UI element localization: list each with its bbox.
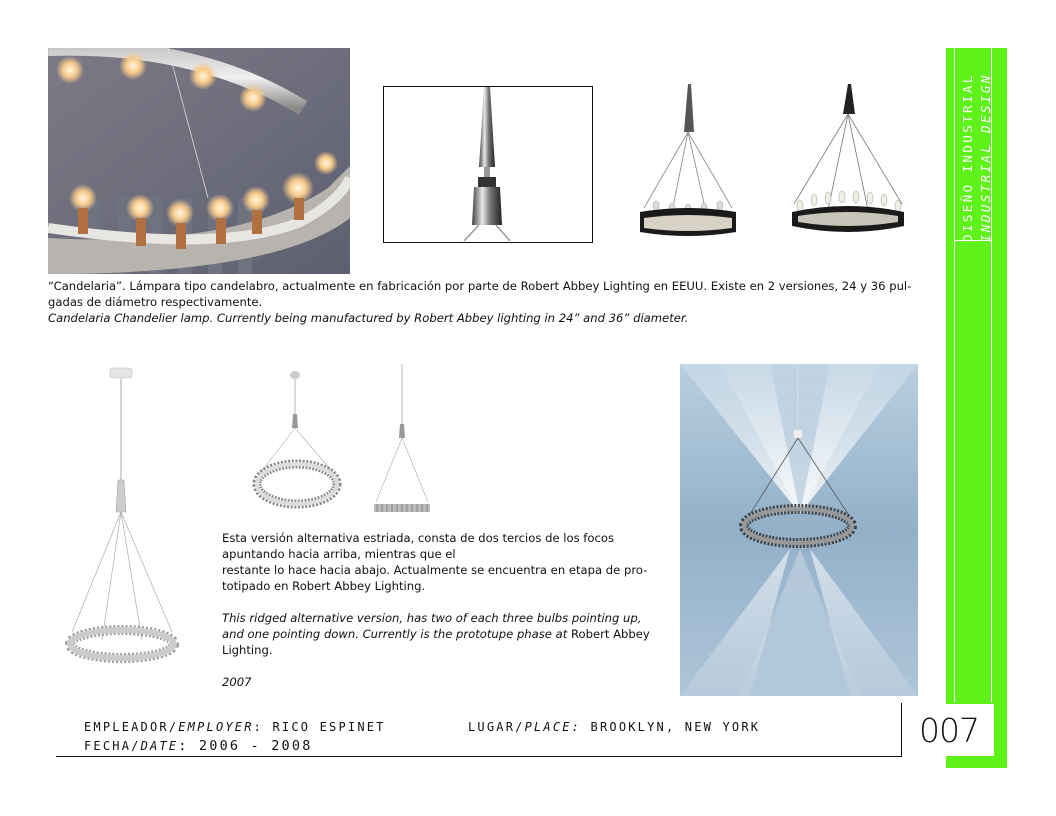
date-label-en: DATE xyxy=(140,739,179,753)
lit-chandelier-render xyxy=(680,364,918,696)
employer-label-es: EMPLEADOR/ xyxy=(84,720,179,734)
chandelier-render-small xyxy=(632,84,744,244)
date-label-es: FECHA/ xyxy=(84,739,141,753)
desc-spanish-line-2: apuntando hacia arriba, mientras que el xyxy=(222,547,456,561)
desc-spanish-line-3: restante lo hace hacia abajo. Actualmente se encuentra en etapa de pro- xyxy=(222,563,648,577)
place-label-es: LUGAR/ xyxy=(468,720,525,734)
sidebar-titles xyxy=(956,56,996,242)
page-number: 007 xyxy=(919,711,979,750)
employer-label-en: EMPLOYER xyxy=(178,720,254,734)
ridged-chandelier-render xyxy=(62,362,182,672)
chandelier-render-large xyxy=(784,84,912,244)
ridged-version-description xyxy=(222,530,672,690)
spindle-detail-image xyxy=(383,86,593,243)
sidebar-title-spanish: DISEÑO INDUSTRIAL xyxy=(960,73,975,242)
desc-english-line-2: and one pointing down. Currently is the prototupe phase at xyxy=(222,627,568,641)
sidebar-rule xyxy=(954,240,992,255)
desc-year: 2007 xyxy=(222,675,252,689)
caption-spanish-line-2: gadas de diámetro respectivamente. xyxy=(48,295,263,309)
footer-divider xyxy=(56,756,902,757)
sidebar-title-english: INDUSTRIAL DESIGN xyxy=(978,73,993,242)
desc-english-line-1: This ridged alternative version, has two of each three bulbs pointing up, xyxy=(222,611,642,625)
desc-english-line-2-tail: Robert Abbey xyxy=(567,627,650,641)
place-field xyxy=(468,720,760,734)
caption-spanish-line-1: “Candelaria”. Lámpara tipo candelabro, actualmente en fabricación por parte de Robert Abbey Lighting en EEUU. Existe en 2 versiones, 24 y 36 pul- xyxy=(48,279,912,293)
employer-field xyxy=(84,720,386,734)
desc-spanish-line-1: Esta versión alternativa estriada, consta de dos tercios de los focos xyxy=(222,531,614,545)
desc-english-line-2-wrap xyxy=(222,626,672,642)
ridged-chandelier-render-angled xyxy=(250,366,350,516)
desc-spanish-line-4: totipado en Robert Abbey Lighting. xyxy=(222,579,426,593)
date-value: : 2006 - 2008 xyxy=(178,738,313,754)
footer-vertical-divider xyxy=(901,703,902,757)
caption-english: Candelaria Chandelier lamp. Currently being manufactured by Robert Abbey lighting in 24” and 36” diameter. xyxy=(48,311,689,325)
date-field xyxy=(84,738,313,754)
ridged-chandelier-render-side xyxy=(368,364,434,516)
place-label-en: PLACE: xyxy=(524,720,582,734)
employer-value: : RICO ESPINET xyxy=(253,720,386,734)
chandelier-caption xyxy=(48,278,943,326)
chandelier-photo xyxy=(48,48,350,274)
place-value: BROOKLYN, NEW YORK xyxy=(581,720,761,734)
desc-english-line-3: Lighting. xyxy=(222,643,273,657)
